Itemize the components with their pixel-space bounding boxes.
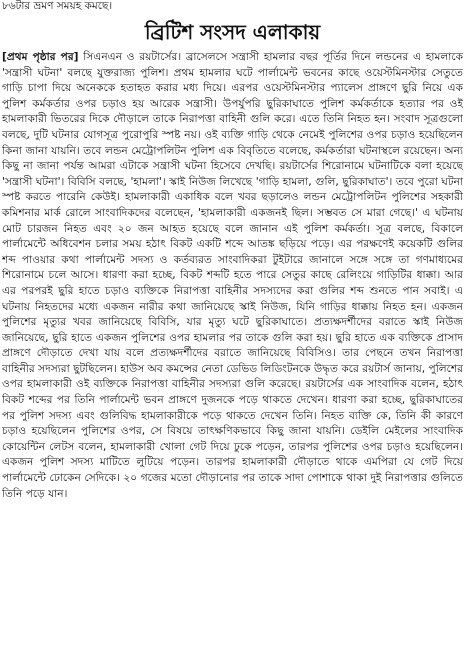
article-text: সিএনএন ও রয়টার্সের। ব্রাসেলসে সন্ত্রাসী হামলার বছর পূর্তির দিনে লন্ডনের এ হামলাকে 'সন্ত্রাসী ঘটনা' বলছে যুক্তরাজ্য পুলিশ। প্রথম হামলার ঘটে পার্লামেন্ট ভবনের কাছে ওয়েস্টমিনস্টার সেতুতে গাড়ি চাপা দিয়ে অনেককে হতাহত করার মধ্য দিয়ে। এরপর ওয়েস্টমিনস্টার প্যালেস প্রাঙ্গণে ছুরি নিয়ে এক পুলিশ কর্মকর্তার ওপর চড়াও হয় আরেক সন্ত্রাসী। উপর্যুপরি ছুরিকাঘাতে পুলিশ কর্মকর্তাকে হত্যার পর ওই হামলাকারী ভিতরের দিকে দৌড়ালে তাকে নিরাপত্তা বাহিনী গুলি করে। এতে তিনি নিহত হন। সংবাদ সূত্রগুলো বলছে, দুটি ঘটনার যোগসূত্র পুরোপুরি স্পষ্ট নয়। ওই ব্যক্তি গাড়ি থেকে নেমেই পুলিশের ওপর চড়াও হয়েছিলেন কিনা জানা যায়নি। তবে লন্ডন মেট্রোপলিটন পুলিশ এক বিবৃতিতে বলেছে, কর্মকর্তারা ঘটনাস্থলে রয়েছেন। অন্য কিছু না জানা পর্যন্ত আমরা এটাকে সন্ত্রাসী ঘটনা হিসেবে দেখছি। রয়টার্সের শিরোনামে ঘটনাটিকে বলা হয়েছে 'সন্ত্রাসী ঘটনা'। বিবিসি বলছে, 'হামলা'। স্কাই নিউজ লিখেছে 'গাড়ি হামলা, গুলি, ছুরিকাঘাত'। তবে পুরো ঘটনা স্পষ্ট করতে পারেনি কেউই। হামলাকারী একাধিক বলে খবর ছড়ালেও লন্ডন মেট্রোপলিটন পুলিশের সহকারী কমিশনার মার্ক রোলে সাংবাদিকদের বলেছেন, 'হামলাকারী একজনই ছিল। সম্ভবত সে মারা গেছে।' এ ঘটনায় মোট চারজন নিহত এবং ২০ জন আহত হয়েছে বলে জানান এই পুলিশ কর্মকর্তা। সূত্র বলছে, বিকালে পার্লামেন্টে অধিবেশন চলার সময় হঠাৎ বিকট একটি শব্দে আতঙ্ক ছড়িয়ে পড়ে। এর পরক্ষণেই কয়েকটি গুলির শব্দ পাওয়ার কথা পার্লামেন্ট সদস্য ও কর্তব্যরত সাংবাদিকরা টুইটারে জানালে সঙ্গে সঙ্গে তা গণমাধ্যমের শিরোনামে চলে আসে। ধারণা করা হচ্ছে, বিকট শব্দটি হতে পারে সেতুর কাছে রেলিংয়ে গাড়িটির ধাক্কা। আর এর পরপরই ছুরি হাতে চড়াও ব্যক্তিকে নিরাপত্তা বাহিনীর সদস্যদের করা গুলির শব্দ শুনতে পান সবাই। এ ঘটনায় নিহতদের মধ্যে একজন নারীর কথা জানিয়েছে স্কাই নিউজ, যিনি গাড়ির ধাক্কায় নিহত হন। একজন পুলিশের মৃত্যুর খবর জানিয়েছে বিবিসি, যার মৃত্যু ঘটে ছুরিকাঘাতে। প্রত্যক্ষদর্শীদের বরাতে স্কাই নিউজ জানিয়েছে, ছুরি হাতে একজন পুলিশের ওপর হামলার পর তাকে গুলি করা হয়। ছুরি হাতে এক ব্যক্তিকে প্রাসাদ প্রাঙ্গণে দৌড়াতে দেখা যায় বলে প্রত্যক্ষদর্শীদের বরাতে জানিয়েছে বিবিসিও। তার পেছনে তখন নিরাপত্তা বাহিনীর সদস্যরা ছুটছিলেন। হাউস অব কমন্সের নেতা ডেভিড লিডিংটনকে উদ্ধৃত করে রয়টার্স জানায়, পুলিশের ওপর হামলাকারী ওই ব্যক্তিকে নিরাপত্তা বাহিনীর সদস্যরা গুলি করেছে। রয়টার্সের এক সাংবাদিক বলেন, হঠাৎ বিকট শব্দের পর তিনি পার্লামেন্ট ভবন প্রাঙ্গণে দুজনকে পড়ে থাকতে দেখেন। ধারণা করা হচ্ছে, ছুরিকাঘাতের পর পুলিশ সদস্য এবং গুলিবিদ্ধ হামলাকারীকে পড়ে থাকতে দেখেন তিনি। নিহত ব্যক্তি কে, তিনি কী কারণে চড়াও হয়েছিলেন পুলিশের ওপর, সে বিষয়ে তাৎক্ষণিকভাবে কিছু জানা যায়নি। ডেইলি মেইলের সাংবাদিক কোয়েন্টিন লেটস বলেন, হামলাকারী খোলা গেট দিয়ে ঢুকে পড়েন, তারপর পুলিশের ওপর চড়াও হয়েছিলেন। একজন পুলিশ সদস্য মাটিতে লুটিয়ে পড়েন। তারপর হামলাকারী দৌড়াতে থাকে এমপিরা যে গেট দিয়ে পার্লামেন্টে ঢোকেন সেদিকে। ২০ গজের মতো দৌড়ানোর পর তাকে সাদা পোশাকে থাকা দুই নিরাপত্তার গুলিতে তিনি পড়ে যান। [2, 51, 463, 500]
continuation-label: [প্রথম পৃষ্ঠার পর] [2, 51, 79, 63]
article-body [2, 50, 463, 647]
previous-article-fragment: ৮৬টার ভ্রমণ সময়হ কমছে। [2, 0, 113, 12]
headline: ব্রিটিশ সংসদ এলাকায় [144, 20, 321, 44]
